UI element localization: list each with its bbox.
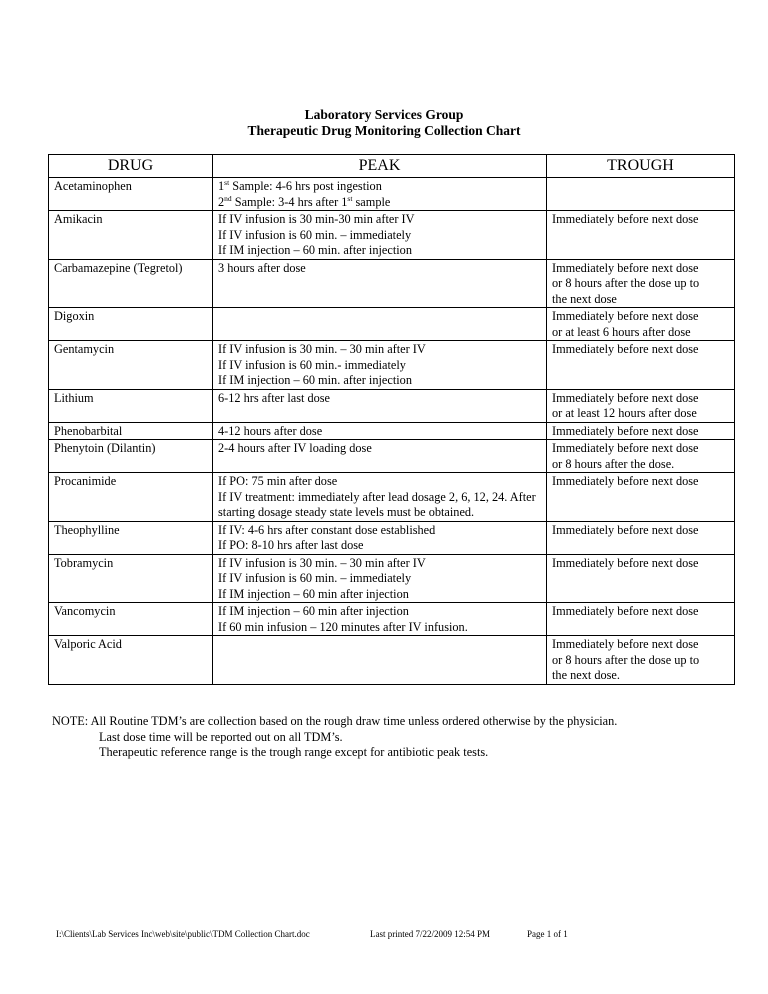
trough-line: Immediately before next dose	[552, 423, 699, 438]
peak-cell	[213, 259, 547, 308]
trough-cell	[547, 440, 735, 473]
trough-line: or 8 hours after the dose up to	[552, 276, 700, 290]
peak-line: If 60 min infusion – 120 minutes after IV infusion.	[218, 619, 468, 634]
peak-line: 3 hours after dose	[218, 260, 306, 275]
peak-line: If IM injection – 60 min. after injection	[218, 243, 412, 257]
peak-line: If IV infusion is 30 min. – 30 min after IV	[218, 555, 426, 570]
peak-line: If IM injection – 60 min after injection	[218, 604, 409, 618]
peak-line: If IV: 4-6 hrs after constant dose established	[218, 522, 436, 537]
table-row	[49, 422, 735, 440]
peak-text: 2	[218, 194, 225, 209]
trough-line: Immediately before next dose	[552, 637, 699, 651]
drug-cell: Lithium	[49, 389, 213, 422]
chart-title: Therapeutic Drug Monitoring Collection Chart	[247, 123, 521, 138]
trough-line: Immediately before next dose	[552, 342, 699, 356]
drug-cell: Procanimide	[49, 473, 213, 522]
trough-line: Immediately before next dose	[552, 309, 699, 323]
trough-cell	[547, 178, 735, 211]
table-row	[49, 473, 735, 522]
trough-cell	[547, 308, 735, 341]
table-row	[49, 440, 735, 473]
trough-line: or at least 12 hours after dose	[552, 406, 697, 420]
drug-cell: Theophylline	[49, 521, 213, 554]
peak-cell	[213, 422, 547, 440]
note-line: Therapeutic reference range is the trough range except for antibiotic peak tests.	[99, 745, 489, 759]
table-row	[49, 603, 735, 636]
table-row	[49, 308, 735, 341]
org-title: Laboratory Services Group	[304, 107, 464, 122]
document-header	[0, 107, 768, 139]
ordinal-suffix: nd	[224, 193, 232, 203]
trough-cell	[547, 554, 735, 603]
drug-cell: Phenytoin (Dilantin)	[49, 440, 213, 473]
trough-line: Immediately before next dose	[552, 260, 699, 275]
note-line: NOTE: All Routine TDM’s are collection based on the rough draw time unless ordered otherwise by the physician.	[52, 714, 618, 728]
column-header-peak: PEAK	[213, 155, 547, 178]
trough-line: Immediately before next dose	[552, 390, 699, 405]
table-row	[49, 341, 735, 390]
trough-line: Immediately before next dose	[552, 604, 699, 618]
table-row	[49, 521, 735, 554]
ordinal-suffix: st	[224, 178, 230, 187]
drug-cell: Vancomycin	[49, 603, 213, 636]
column-header-trough: TROUGH	[547, 155, 735, 178]
trough-line: Immediately before next dose	[552, 441, 699, 455]
drug-cell: Gentamycin	[49, 341, 213, 390]
ordinal-suffix: st	[347, 193, 353, 203]
peak-line: 4-12 hours after dose	[218, 423, 323, 438]
trough-line: the next dose.	[552, 668, 620, 682]
drug-cell: Acetaminophen	[49, 178, 213, 211]
peak-text: Sample: 4-6 hrs post ingestion	[229, 179, 382, 193]
peak-line: If IM injection – 60 min after injection	[218, 586, 409, 601]
peak-line: If PO: 75 min after dose	[218, 474, 338, 488]
peak-cell	[213, 521, 547, 554]
peak-cell	[213, 603, 547, 636]
note-line: Last dose time will be reported out on all TDM’s.	[99, 729, 343, 744]
footer-file-path: I:\Clients\Lab Services Inc\web\site\public\TDM Collection Chart.doc	[56, 929, 310, 939]
peak-cell	[213, 211, 547, 260]
trough-cell	[547, 521, 735, 554]
peak-line	[218, 179, 541, 195]
peak-cell	[213, 473, 547, 522]
table-header-row	[49, 155, 735, 178]
peak-line: If IM injection – 60 min. after injection	[218, 373, 412, 387]
table-row	[49, 554, 735, 603]
trough-cell	[547, 259, 735, 308]
peak-cell	[213, 308, 547, 341]
peak-line: If PO: 8-10 hrs after last dose	[218, 538, 364, 552]
tdm-table	[48, 154, 735, 685]
trough-cell	[547, 211, 735, 260]
drug-cell: Phenobarbital	[49, 422, 213, 440]
drug-cell: Carbamazepine (Tegretol)	[49, 259, 213, 308]
peak-cell	[213, 389, 547, 422]
peak-line: If IV infusion is 30 min. – 30 min after IV	[218, 342, 426, 356]
peak-line: 6-12 hrs after last dose	[218, 390, 331, 405]
peak-text: Sample: 3-4 hrs after 1	[231, 194, 348, 209]
peak-line: If IV infusion is 60 min. – immediately	[218, 227, 412, 242]
peak-text: sample	[352, 194, 391, 209]
peak-line: 2-4 hours after IV loading dose	[218, 441, 372, 455]
drug-cell: Valporic Acid	[49, 636, 213, 685]
trough-line: the next dose	[552, 291, 617, 306]
drug-cell: Tobramycin	[49, 554, 213, 603]
peak-line: If IV treatment: immediately after lead dosage 2, 6, 12, 24. After starting dosage steady state levels must be obtained.	[218, 489, 536, 519]
peak-line: If IV infusion is 30 min-30 min after IV	[218, 212, 415, 226]
trough-cell	[547, 341, 735, 390]
table-row	[49, 389, 735, 422]
trough-line: or 8 hours after the dose.	[552, 456, 675, 471]
trough-cell	[547, 636, 735, 685]
peak-cell	[213, 554, 547, 603]
peak-cell	[213, 178, 547, 211]
table-row	[49, 259, 735, 308]
drug-cell: Amikacin	[49, 211, 213, 260]
peak-line	[218, 195, 541, 211]
trough-line: or at least 6 hours after dose	[552, 324, 691, 339]
trough-line: Immediately before next dose	[552, 212, 699, 226]
footer-page-number: Page 1 of 1	[527, 929, 568, 939]
peak-line: If IV infusion is 60 min. – immediately	[218, 571, 412, 585]
table-row	[49, 178, 735, 211]
table-row	[49, 636, 735, 685]
footer-print-date: Last printed 7/22/2009 12:54 PM	[370, 929, 490, 939]
peak-text: 1	[218, 179, 225, 193]
trough-line: Immediately before next dose	[552, 522, 699, 537]
trough-cell	[547, 603, 735, 636]
trough-cell	[547, 473, 735, 522]
note-block	[52, 714, 617, 761]
peak-line: If IV infusion is 60 min.- immediately	[218, 357, 406, 372]
trough-line: or 8 hours after the dose up to	[552, 652, 700, 667]
table-row	[49, 211, 735, 260]
drug-cell: Digoxin	[49, 308, 213, 341]
peak-cell	[213, 440, 547, 473]
peak-cell	[213, 636, 547, 685]
column-header-drug: DRUG	[49, 155, 213, 178]
trough-cell	[547, 389, 735, 422]
trough-line: Immediately before next dose	[552, 474, 699, 488]
trough-cell	[547, 422, 735, 440]
peak-cell	[213, 341, 547, 390]
trough-line: Immediately before next dose	[552, 555, 699, 570]
